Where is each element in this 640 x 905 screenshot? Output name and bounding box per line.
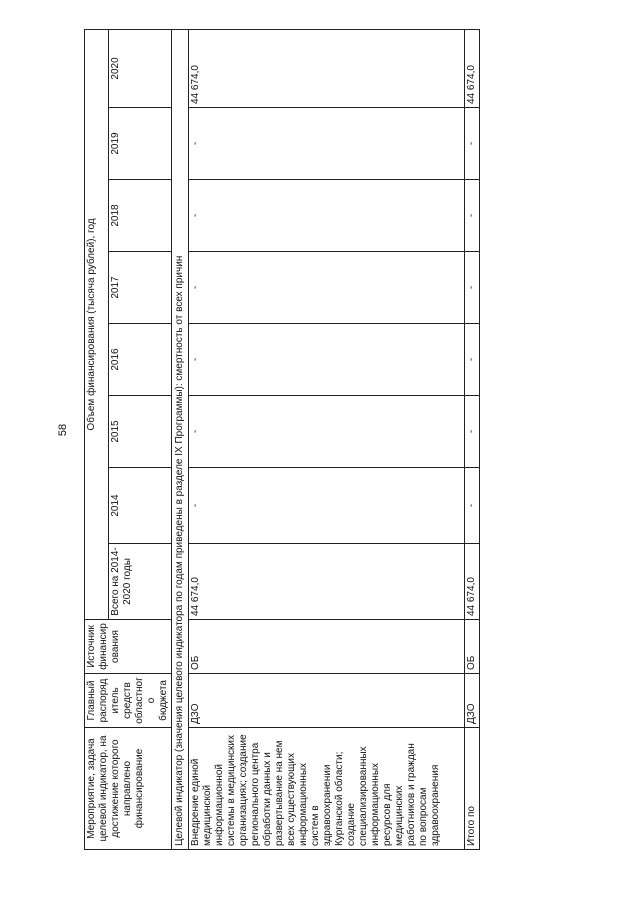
cell-2016: - <box>465 324 480 396</box>
cell-manager: ДЗО <box>465 674 480 728</box>
cell-event: Итого по <box>465 728 480 850</box>
cell-2014: - <box>465 468 480 544</box>
cell-2020: 44 674,0 <box>465 29 480 107</box>
cell-total: 44 674,0 <box>465 544 480 620</box>
header-year-2015: 2015 <box>109 396 172 468</box>
header-year-2019: 2019 <box>109 108 172 180</box>
cell-source: ОБ <box>465 620 480 674</box>
cell-2019: - <box>465 108 480 180</box>
section-label: Целевой индикатор (значения целевого индикатора по годам приведены в разделе IX Программы): смертность от всех причин <box>172 29 189 849</box>
header-year-2017: 2017 <box>109 252 172 324</box>
page-number: 58 <box>57 423 69 437</box>
header-year-2016: 2016 <box>109 324 172 396</box>
cell-event: Внедрение единой медицинской информационной системы в медицинских организациях; создание регионального центра обработки данных и развертывание на нем всех существующих информационных систем в здравоохранении Курганской области; создание специализированных информационных ресурсов для медицинских работников и граждан по вопросам здравоохранения <box>189 728 465 850</box>
header-year-2014: 2014 <box>109 468 172 544</box>
cell-2015: - <box>189 396 465 468</box>
financing-table <box>84 29 480 850</box>
cell-total: 44 674,0 <box>189 544 465 620</box>
header-year-2018: 2018 <box>109 180 172 252</box>
cell-2017: - <box>189 252 465 324</box>
cell-2019: - <box>189 108 465 180</box>
cell-2018: - <box>189 180 465 252</box>
cell-2015: - <box>465 396 480 468</box>
cell-2016: - <box>189 324 465 396</box>
header-year-2020: 2020 <box>109 29 172 107</box>
header-source: Источник финансирования <box>85 620 172 674</box>
table-row <box>465 29 480 849</box>
cell-2014: - <box>189 468 465 544</box>
cell-manager: ДЗО <box>189 674 465 728</box>
header-event: Мероприятие, задача целевой индикатор, на достижение которого направлено финансирование <box>85 728 172 850</box>
cell-source: ОБ <box>189 620 465 674</box>
cell-2018: - <box>465 180 480 252</box>
header-total: Всего на 2014-2020 годы <box>109 544 172 620</box>
header-manager: Главный распорядитель средств областного бюджета <box>85 674 172 728</box>
header-volume: Объем финансирования (тысяча рублей), год <box>85 29 109 619</box>
table-row <box>189 29 465 849</box>
cell-2020: 44 674,0 <box>189 29 465 107</box>
cell-2017: - <box>465 252 480 324</box>
